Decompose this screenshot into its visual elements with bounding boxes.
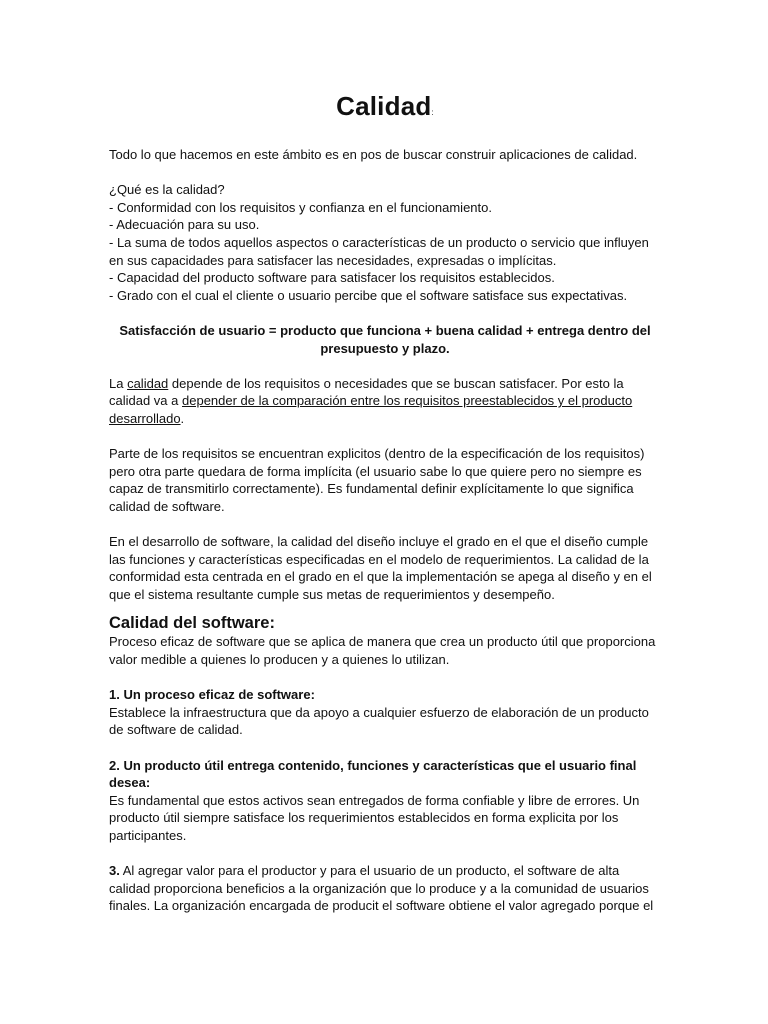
question-line: ¿Qué es la calidad? (109, 182, 225, 198)
page-title (109, 90, 661, 129)
quality-paragraph (109, 375, 661, 428)
item-3-body: Al agregar valor para el productor y para el usuario de un producto, el software de alta calidad proporciona beneficios a la organización que lo produce y a la comunidad de usuarios finales. La organización encargada de producit el software obtiene el valor agregado porque el (109, 863, 654, 914)
design-paragraph: En el desarrollo de software, la calidad del diseño incluye el grado en el que el diseño cumple las funciones y características especificadas en el modelo de requerimientos. La calidad de la conformidad esta centrada en el grado en el que la implementación se apega al diseño y en el que el sistema resultante cumple sus metas de requerimientos y desempeño. (109, 534, 652, 602)
paragraph-gap (109, 357, 661, 375)
item-1-heading: 1. Un proceso eficaz de software: (109, 687, 315, 703)
paragraph-gap (109, 428, 661, 446)
definition-item-5: - Grado con el cual el cliente o usuario percibe que el software satisface sus expectativas. (109, 287, 628, 303)
quality-text-2: depende de los requisitos o necesidades que se buscan satisfacer. Por esto la calidad va a (109, 375, 624, 409)
paragraph-gap (109, 739, 661, 757)
item-2-heading: 2. Un producto útil entrega contenido, funciones y características que el usuario final desea: (109, 757, 637, 791)
section-heading: Calidad del software: (109, 614, 275, 633)
requirements-paragraph: Parte de los requisitos se encuentran explicitos (dentro de la especificación de los requisitos) pero otra parte quedara de forma implícita (el usuario sabe lo que quiere pero no siempre es capaz de transmitirlo correctamente). Es fundamental definir explícitamente lo que significa calidad de software. (109, 446, 645, 514)
quality-text-3: . (180, 410, 185, 426)
paragraph-gap (109, 304, 661, 322)
definition-item-2: - Adecuación para su uso. (109, 217, 260, 233)
item-3-number: 3. (109, 863, 120, 879)
item-3-paragraph (109, 862, 661, 915)
paragraph-gap (109, 845, 661, 863)
definition-item-1: - Conformidad con los requisitos y confianza en el funcionamiento. (109, 199, 492, 215)
page-title-colon: : (431, 108, 434, 117)
section-intro: Proceso eficaz de software que se aplica de manera que crea un producto útil que proporciona valor medible a quienes lo producen y a quienes lo utilizan. (109, 634, 656, 668)
item-1-body: Establece la infraestructura que da apoyo a cualquier esfuerzo de elaboración de un producto de software de calidad. (109, 704, 649, 738)
page-title-text: Calidad (336, 91, 432, 121)
formula-line: Satisfacción de usuario = producto que funciona + buena calidad + entrega dentro del presupuesto y plazo. (119, 322, 651, 356)
quality-underlined-term: calidad (127, 375, 169, 391)
intro-paragraph: Todo lo que hacemos en este ámbito es en pos de buscar construir aplicaciones de calidad. (109, 147, 638, 162)
definition-item-4: - Capacidad del producto software para satisfacer los requisitos establecidos. (109, 270, 555, 286)
quality-text-1: La (109, 375, 128, 391)
paragraph-gap (109, 669, 661, 687)
document-body (109, 90, 661, 915)
quality-underlined-phrase: depender de la comparación entre los requisitos preestablecidos y el producto desarrollado (109, 393, 633, 426)
item-2-body: Es fundamental que estos activos sean entregados de forma confiable y libre de errores. Un producto útil siempre satisface los requerimientos establecidos en forma explicita por los participantes. (109, 792, 640, 843)
paragraph-gap (109, 164, 661, 182)
paragraph-gap (109, 515, 661, 533)
definition-item-3: - La suma de todos aquellos aspectos o características de un producto o servicio que influyen en sus capacidades para satisfacer las necesidades, expresadas o implícitas. (109, 234, 649, 268)
